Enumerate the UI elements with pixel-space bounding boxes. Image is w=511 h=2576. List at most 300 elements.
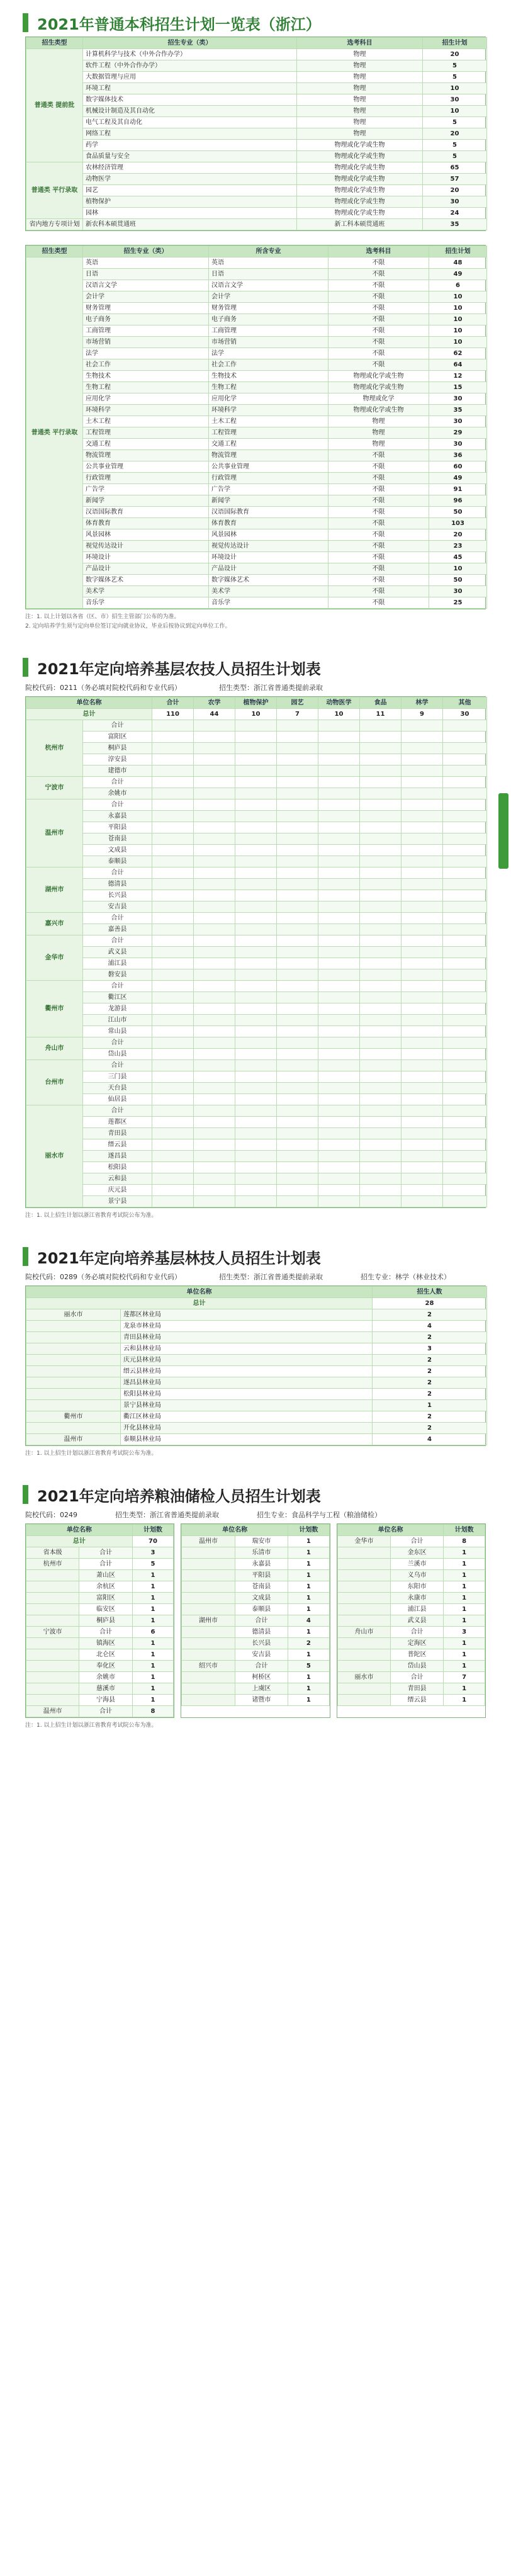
- unit-cell: 瑞安市: [235, 1536, 288, 1547]
- count-cell: [443, 992, 487, 1003]
- major-cell: 园艺: [83, 185, 297, 196]
- count-cell: [318, 822, 360, 833]
- major-cell: 美术学: [83, 586, 209, 597]
- count-cell: [277, 743, 318, 754]
- included-majors-cell: 交通工程: [209, 439, 328, 450]
- table-row: [26, 1094, 487, 1105]
- col-header: 选考科目: [297, 38, 423, 49]
- count-cell: [443, 754, 487, 765]
- count-cell: [152, 845, 194, 856]
- city-cell: [182, 1559, 235, 1570]
- count-cell: 1: [132, 1661, 174, 1672]
- unit-cell: 泰顺县: [235, 1604, 288, 1615]
- count-cell: [318, 1083, 360, 1094]
- col-header: 招生类型: [26, 38, 83, 49]
- unit-cell: 奉化区: [79, 1661, 132, 1672]
- count-cell: 2: [288, 1638, 330, 1649]
- count-cell: 1: [444, 1559, 485, 1570]
- plan-cell: 45: [429, 552, 487, 563]
- major-cell: 植物保护: [83, 196, 297, 208]
- count-cell: [194, 1105, 235, 1117]
- table-row: [26, 890, 487, 901]
- table-row: [26, 106, 487, 117]
- included-majors-cell: 市场营销: [209, 337, 328, 348]
- city-cell: [182, 1627, 235, 1638]
- city-cell: [337, 1683, 390, 1695]
- count-cell: [194, 958, 235, 969]
- count-cell: [277, 1128, 318, 1139]
- subject-req-cell: 物理: [297, 128, 423, 140]
- table-row: [26, 1117, 487, 1128]
- count-cell: [360, 743, 402, 754]
- total-row: [26, 709, 487, 720]
- county-cell: 仙居县: [83, 1094, 152, 1105]
- plan-cell: 62: [429, 348, 487, 359]
- subject-req-cell: 物理或化学或生物: [297, 174, 423, 185]
- count-cell: [443, 1105, 487, 1117]
- count-cell: 2: [373, 1366, 487, 1377]
- included-majors-cell: 土木工程: [209, 416, 328, 427]
- meta-text: 院校代码：0211（务必填对院校代码和专业代码）: [25, 684, 181, 692]
- county-cell: 江山市: [83, 1015, 152, 1026]
- table-row: [26, 128, 487, 140]
- table-row: [182, 1638, 329, 1649]
- included-majors-cell: 广告学: [209, 484, 328, 495]
- major-cell: 网络工程: [83, 128, 297, 140]
- plan-cell: 6: [429, 280, 487, 291]
- count-cell: [402, 947, 443, 958]
- total-value: 28: [373, 1298, 487, 1309]
- section1-table: [25, 37, 486, 231]
- col-header: 其他: [443, 698, 487, 709]
- table-row: [26, 822, 487, 833]
- count-cell: 3: [373, 1343, 487, 1355]
- count-cell: [277, 1037, 318, 1049]
- count-cell: [277, 924, 318, 935]
- count-cell: [443, 1083, 487, 1094]
- count-cell: [318, 935, 360, 947]
- count-cell: [277, 935, 318, 947]
- county-cell: 富阳区: [83, 732, 152, 743]
- table-row: [26, 94, 487, 106]
- table-row: [337, 1661, 485, 1672]
- count-cell: [402, 924, 443, 935]
- plan-cell: 10: [423, 106, 487, 117]
- count-cell: [443, 1139, 487, 1151]
- table-row: [182, 1661, 329, 1672]
- unit-cell: 云和县林业局: [121, 1343, 373, 1355]
- count-cell: 2: [373, 1332, 487, 1343]
- col-header: 食品: [360, 698, 402, 709]
- subject-req-cell: 不限: [328, 552, 429, 563]
- city-cell: [26, 1649, 79, 1661]
- section4-title: [0, 1481, 511, 1508]
- table-row: [26, 1355, 487, 1366]
- county-cell: 云和县: [83, 1173, 152, 1185]
- unit-cell: 德清县: [235, 1627, 288, 1638]
- plan-cell: 30: [429, 393, 487, 405]
- table-row: [26, 992, 487, 1003]
- major-cell: 数字媒体艺术: [83, 575, 209, 586]
- title-accent-bar: [23, 1247, 28, 1266]
- count-cell: [235, 777, 277, 788]
- grain-table-3: [337, 1523, 486, 1718]
- local-plan-label: 省内地方专项计划: [26, 219, 83, 230]
- unit-cell: 浦江县: [391, 1604, 444, 1615]
- subject-req-cell: 物理: [297, 72, 423, 83]
- city-cell: 宁波市: [26, 777, 83, 799]
- count-cell: [443, 913, 487, 924]
- count-cell: [402, 1083, 443, 1094]
- unit-cell: 北仑区: [79, 1649, 132, 1661]
- table-row: [26, 405, 487, 416]
- subject-req-cell: 不限: [328, 507, 429, 518]
- count-cell: [402, 981, 443, 992]
- city-cell: [337, 1649, 390, 1661]
- count-cell: [277, 845, 318, 856]
- count-cell: [152, 1037, 194, 1049]
- major-cell: 公共事业管理: [83, 461, 209, 473]
- count-cell: [360, 1003, 402, 1015]
- county-cell: 庆元县: [83, 1185, 152, 1196]
- count-cell: 1: [444, 1604, 485, 1615]
- count-cell: [402, 765, 443, 777]
- count-cell: [194, 811, 235, 822]
- unit-cell: 莲都区林业局: [121, 1309, 373, 1321]
- count-cell: [443, 901, 487, 913]
- count-cell: [318, 833, 360, 845]
- county-cell: 安吉县: [83, 901, 152, 913]
- city-cell: [26, 1321, 121, 1332]
- count-cell: 1: [132, 1672, 174, 1683]
- city-cell: 金华市: [26, 935, 83, 981]
- count-cell: 1: [132, 1581, 174, 1593]
- count-cell: [443, 879, 487, 890]
- count-cell: 1: [132, 1695, 174, 1706]
- major-cell: 会计学: [83, 291, 209, 303]
- count-cell: [152, 1196, 194, 1207]
- count-cell: [443, 833, 487, 845]
- count-cell: [318, 1015, 360, 1026]
- table-row: [337, 1695, 485, 1706]
- subject-req-cell: 不限: [328, 280, 429, 291]
- table-row: [26, 1683, 174, 1695]
- count-cell: [235, 1049, 277, 1060]
- count-cell: [235, 947, 277, 958]
- plan-cell: 65: [423, 162, 487, 174]
- major-cell: 电子商务: [83, 314, 209, 325]
- count-cell: [318, 924, 360, 935]
- count-cell: 3: [132, 1547, 174, 1559]
- table-row: [26, 981, 487, 992]
- unit-cell: 青田县林业局: [121, 1332, 373, 1343]
- count-cell: [152, 720, 194, 732]
- count-cell: 1: [132, 1615, 174, 1627]
- plan-cell: 30: [423, 196, 487, 208]
- plan-cell: 5: [423, 60, 487, 72]
- count-cell: [360, 1049, 402, 1060]
- city-cell: 杭州市: [26, 1559, 79, 1570]
- table-row: [26, 958, 487, 969]
- count-cell: [360, 867, 402, 879]
- col-header: 选考科目: [328, 246, 429, 257]
- subject-req-cell: 物理或化学或生物: [297, 162, 423, 174]
- unit-cell: 合计: [79, 1627, 132, 1638]
- included-majors-cell: 生物工程: [209, 382, 328, 393]
- county-cell: 嘉善县: [83, 924, 152, 935]
- included-majors-cell: 物流管理: [209, 450, 328, 461]
- unit-cell: 平阳县: [235, 1570, 288, 1581]
- major-cell: 财务管理: [83, 303, 209, 314]
- included-majors-cell: 新闻学: [209, 495, 328, 507]
- included-majors-cell: 应用化学: [209, 393, 328, 405]
- count-cell: [277, 1071, 318, 1083]
- count-cell: [194, 1151, 235, 1162]
- count-cell: [318, 1003, 360, 1015]
- count-cell: [360, 1151, 402, 1162]
- col-header: 招生计划: [423, 38, 487, 49]
- count-cell: [318, 1094, 360, 1105]
- unit-cell: 青田县: [391, 1683, 444, 1695]
- city-cell: [182, 1547, 235, 1559]
- count-cell: [318, 799, 360, 811]
- count-cell: [360, 1196, 402, 1207]
- count-cell: [235, 1037, 277, 1049]
- table-row: [26, 461, 487, 473]
- plan-cell: 12: [429, 371, 487, 382]
- included-majors-cell: 体育教育: [209, 518, 328, 529]
- unit-cell: 景宁县林业局: [121, 1400, 373, 1411]
- table-row: [26, 1185, 487, 1196]
- count-cell: 1: [444, 1570, 485, 1581]
- count-cell: [152, 1185, 194, 1196]
- table-row: [26, 913, 487, 924]
- table-row: [26, 1627, 174, 1638]
- count-cell: [443, 1015, 487, 1026]
- table-row: [182, 1536, 329, 1547]
- count-cell: [152, 1015, 194, 1026]
- count-cell: [152, 1094, 194, 1105]
- count-cell: [277, 720, 318, 732]
- count-cell: [443, 732, 487, 743]
- table-row: [26, 427, 487, 439]
- count-cell: [402, 1026, 443, 1037]
- count-cell: [152, 856, 194, 867]
- city-cell: [26, 1638, 79, 1649]
- city-cell: [337, 1581, 390, 1593]
- count-cell: [235, 1139, 277, 1151]
- subject-req-cell: 不限: [328, 269, 429, 280]
- major-cell: 产品设计: [83, 563, 209, 575]
- subject-req-cell: 物理: [328, 439, 429, 450]
- count-cell: [152, 777, 194, 788]
- included-majors-cell: 公共事业管理: [209, 461, 328, 473]
- subject-req-cell: 物理或化学或生物: [297, 208, 423, 219]
- count-cell: [360, 1117, 402, 1128]
- count-cell: [152, 1026, 194, 1037]
- count-cell: [277, 1094, 318, 1105]
- count-cell: [235, 1071, 277, 1083]
- table-row: [26, 1706, 174, 1717]
- count-cell: [402, 1015, 443, 1026]
- total-value: 110: [152, 709, 194, 720]
- count-cell: [152, 765, 194, 777]
- count-cell: [277, 1026, 318, 1037]
- plan-cell: 20: [423, 49, 487, 60]
- count-cell: [443, 1117, 487, 1128]
- count-cell: [402, 1162, 443, 1173]
- count-cell: 1: [288, 1649, 330, 1661]
- count-cell: 2: [373, 1423, 487, 1434]
- count-cell: [443, 777, 487, 788]
- city-cell: 衢州市: [26, 1411, 121, 1423]
- count-cell: [235, 732, 277, 743]
- count-cell: [443, 1151, 487, 1162]
- count-cell: [402, 992, 443, 1003]
- unit-cell: 合计: [235, 1615, 288, 1627]
- count-cell: [235, 845, 277, 856]
- included-majors-cell: 汉语言文学: [209, 280, 328, 291]
- col-header: 园艺: [277, 698, 318, 709]
- county-cell: 永嘉县: [83, 811, 152, 822]
- table-row: [26, 1661, 174, 1672]
- count-cell: [277, 1105, 318, 1117]
- count-cell: [194, 1083, 235, 1094]
- table-row: [337, 1683, 485, 1695]
- table-row: [26, 1672, 174, 1683]
- col-header: 计划数: [444, 1525, 485, 1536]
- section4-tables: [25, 1523, 486, 1718]
- subject-req-cell: 物理或化学或生物: [297, 140, 423, 151]
- count-cell: 4: [373, 1321, 487, 1332]
- major-cell: 新闻学: [83, 495, 209, 507]
- major-cell: 交通工程: [83, 439, 209, 450]
- major-cell: 生物工程: [83, 382, 209, 393]
- count-cell: [152, 913, 194, 924]
- count-cell: 1: [288, 1547, 330, 1559]
- section4-heading: 2021年定向培养粮油储检人员招生计划表: [37, 1487, 321, 1505]
- county-cell: 合计: [83, 1105, 152, 1117]
- major-cell: 大数据管理与应用: [83, 72, 297, 83]
- count-cell: [360, 890, 402, 901]
- table-row: [26, 1400, 487, 1411]
- col-header: 招生人数: [373, 1287, 487, 1298]
- count-cell: [360, 1105, 402, 1117]
- city-cell: 丽水市: [26, 1309, 121, 1321]
- major-cell: 法学: [83, 348, 209, 359]
- col-header: 单位名称: [337, 1525, 444, 1536]
- count-cell: 1: [288, 1695, 330, 1706]
- plan-cell: 10: [429, 325, 487, 337]
- major-cell: 广告学: [83, 484, 209, 495]
- count-cell: [402, 1060, 443, 1071]
- count-cell: [277, 901, 318, 913]
- included-majors-cell: 产品设计: [209, 563, 328, 575]
- subject-req-cell: 不限: [328, 348, 429, 359]
- table-row: [182, 1627, 329, 1638]
- count-cell: 2: [373, 1355, 487, 1366]
- unit-cell: 长兴县: [235, 1638, 288, 1649]
- count-cell: [318, 1026, 360, 1037]
- plan-cell: 24: [423, 208, 487, 219]
- table-row: [26, 60, 487, 72]
- table-row: [26, 879, 487, 890]
- meta-text: 招生类型：浙江省普通类提前录取: [219, 684, 323, 692]
- count-cell: 1: [288, 1559, 330, 1570]
- table-row: [26, 1389, 487, 1400]
- count-cell: [360, 833, 402, 845]
- table-row: [26, 49, 487, 60]
- section3-meta: [0, 1270, 511, 1285]
- major-cell: 市场营销: [83, 337, 209, 348]
- count-cell: [360, 811, 402, 822]
- count-cell: 1: [444, 1638, 485, 1649]
- count-cell: [277, 1117, 318, 1128]
- major-cell: 音乐学: [83, 597, 209, 609]
- subject-req-cell: 不限: [328, 337, 429, 348]
- city-cell: [182, 1593, 235, 1604]
- count-cell: [235, 913, 277, 924]
- subject-req-cell: 不限: [328, 359, 429, 371]
- count-cell: 1: [288, 1604, 330, 1615]
- count-cell: [402, 935, 443, 947]
- count-cell: [194, 947, 235, 958]
- city-cell: [26, 1570, 79, 1581]
- city-cell: [337, 1695, 390, 1706]
- plan-cell: 20: [423, 185, 487, 196]
- total-value: 10: [318, 709, 360, 720]
- count-cell: [402, 1139, 443, 1151]
- count-cell: [277, 981, 318, 992]
- meta-text: 院校代码：0289（务必填对院校代码和专业代码）: [25, 1273, 181, 1281]
- count-cell: [235, 1151, 277, 1162]
- subject-req-cell: 物理或化学或生物: [328, 405, 429, 416]
- title-accent-bar: [23, 1485, 28, 1504]
- total-value: 10: [235, 709, 277, 720]
- table-row: [182, 1559, 329, 1570]
- count-cell: [318, 1185, 360, 1196]
- count-cell: [402, 1037, 443, 1049]
- count-cell: [235, 799, 277, 811]
- unit-cell: 萧山区: [79, 1570, 132, 1581]
- count-cell: 1: [288, 1570, 330, 1581]
- count-cell: [235, 1026, 277, 1037]
- plan-cell: 5: [423, 72, 487, 83]
- unit-cell: 金东区: [391, 1547, 444, 1559]
- count-cell: [235, 811, 277, 822]
- table-row: [337, 1604, 485, 1615]
- count-cell: 1: [444, 1695, 485, 1706]
- county-cell: 天台县: [83, 1083, 152, 1094]
- subject-req-cell: 不限: [328, 473, 429, 484]
- table-row: [26, 1196, 487, 1207]
- city-cell: [337, 1559, 390, 1570]
- count-cell: [194, 935, 235, 947]
- subject-req-cell: 新工科本硕贯通班: [297, 219, 423, 230]
- section1b-table: [25, 245, 486, 609]
- count-cell: [235, 1185, 277, 1196]
- section3-notes: [25, 1450, 486, 1458]
- count-cell: 1: [132, 1570, 174, 1581]
- grain-table-1: [25, 1523, 174, 1718]
- plan-cell: 35: [429, 405, 487, 416]
- major-cell: 体育教育: [83, 518, 209, 529]
- count-cell: 8: [132, 1706, 174, 1717]
- count-cell: [194, 924, 235, 935]
- count-cell: [277, 1015, 318, 1026]
- count-cell: [277, 1185, 318, 1196]
- count-cell: [277, 1151, 318, 1162]
